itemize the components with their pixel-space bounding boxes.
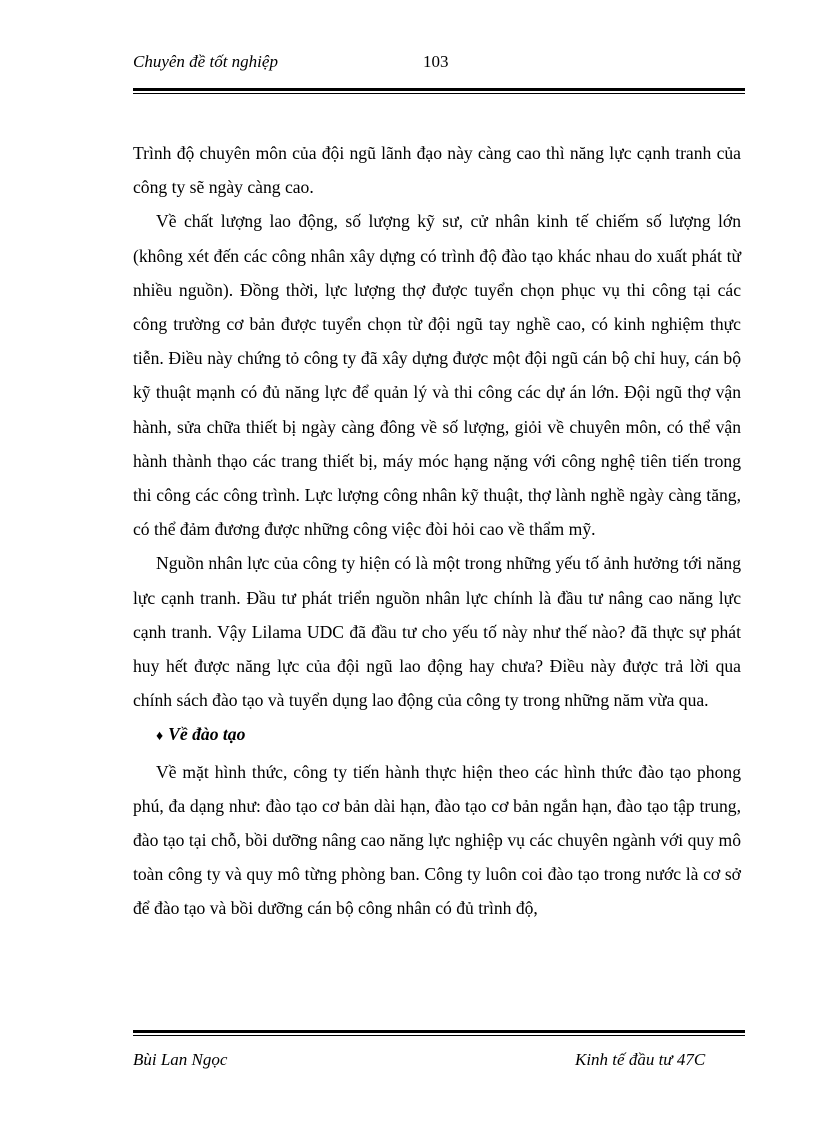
section-heading-text: Về đào tạo xyxy=(168,724,246,745)
page-header xyxy=(133,52,745,78)
diamond-bullet-icon: ♦ xyxy=(156,729,164,745)
paragraph-training: Về mặt hình thức, công ty tiến hành thực hiện theo các hình thức đào tạo phong phú, đa dạng như: đào tạo cơ bản dài hạn, đào tạo cơ bản ngắn hạn, đào tạo tập trung, đào tạo tại chỗ, bồi dưỡng nâng cao năng lực nghiệp vụ các chuyên ngành với quy mô toàn công ty và quy mô từng phòng ban. Công ty luôn coi đào tạo trong nước là cơ sở để đào tạo và bồi dưỡng cán bộ công nhân có đủ trình độ, xyxy=(133,761,741,919)
paragraph-human-resources: Nguồn nhân lực của công ty hiện có là một trong những yếu tố ảnh hưởng tới năng lực cạnh tranh. Đầu tư phát triển nguồn nhân lực chính là đầu tư nâng cao năng lực cạnh tranh. Vậy Lilama UDC đã đầu tư cho yếu tố này như thế nào? đã thực sự phát huy hết được năng lực của đội ngũ lao động hay chưa? Điều này được trả lời qua chính sách đào tạo và tuyển dụng lao động của công ty trong những năm vừa qua. xyxy=(133,553,741,711)
page-number: 103 xyxy=(423,52,449,71)
section-heading xyxy=(133,717,741,754)
footer-author: Bùi Lan Ngọc xyxy=(133,1050,228,1069)
footer-divider xyxy=(133,1030,745,1036)
header-divider xyxy=(133,88,745,94)
page-body xyxy=(133,136,741,926)
document-title: Chuyên đề tốt nghiệp xyxy=(133,52,278,71)
paragraph-labor-quality: Về chất lượng lao động, số lượng kỹ sư, cử nhân kinh tế chiếm số lượng lớn (không xét đến các công nhân xây dựng có trình độ đào tạo khác nhau do xuất phát từ nhiều nguồn). Đồng thời, lực lượng thợ được tuyển chọn phục vụ thi công tại các công trường cơ bản được tuyển chọn từ đội ngũ tay nghề cao, có kinh nghiệm thực tiễn. Điều này chứng tỏ công ty đã xây dựng được một đội ngũ cán bộ chỉ huy, cán bộ kỹ thuật mạnh có đủ năng lực để quản lý và thi công các dự án lớn. Đội ngũ thợ vận hành, sửa chữa thiết bị ngày càng đông về số lượng, giỏi về chuyên môn, có thể vận hành thành thạo các trang thiết bị, máy móc hạng nặng với công nghệ tiên tiến trong thi công các công trình. Lực lượng công nhân kỹ thuật, thợ lành nghề ngày càng tăng, có thể đảm đương được những công việc đòi hỏi cao về thẩm mỹ. xyxy=(133,211,741,540)
paragraph-continuation: Trình độ chuyên môn của đội ngũ lãnh đạo này càng cao thì năng lực cạnh tranh của công ty sẽ ngày càng cao. xyxy=(133,143,741,198)
footer-class: Kinh tế đầu tư 47C xyxy=(575,1050,706,1069)
